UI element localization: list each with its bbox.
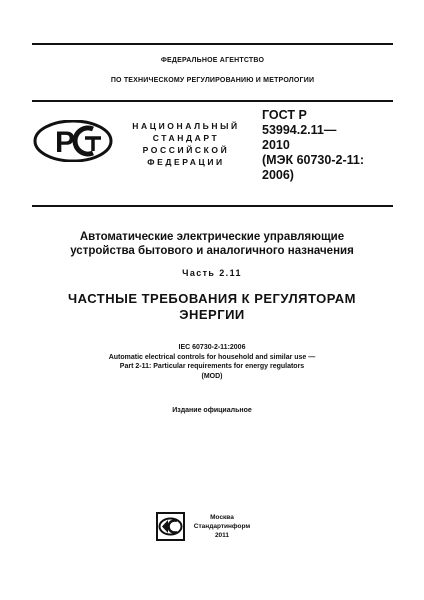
agency-name: ФЕДЕРАЛЬНОЕ АГЕНТСТВО [160, 57, 265, 64]
iec-reference [20, 343, 404, 381]
publisher-info [190, 513, 254, 540]
national-line: НАЦИОНАЛЬНЫЙ [132, 121, 240, 131]
designation-line: 53994.2.11— [262, 123, 337, 137]
middle-rule [32, 205, 393, 207]
standartinform-mark-icon [156, 512, 185, 541]
rst-certification-mark-icon [33, 120, 113, 162]
iec-line: Part 2-11: Particular requirements for energy regulators [119, 363, 305, 371]
agency-subtitle: ПО ТЕХНИЧЕСКОМУ РЕГУЛИРОВАНИЮ И МЕТРОЛОГИИ [110, 77, 315, 84]
designation-line: (МЭК 60730-2-11: [262, 153, 364, 167]
designation-line: 2010 [262, 138, 290, 152]
svg-text:Р: Р [55, 126, 76, 159]
national-line: РОССИЙСКОЙ [142, 145, 230, 155]
national-standard-label [120, 120, 252, 168]
iec-line: IEC 60730-2-11:2006 [178, 344, 246, 351]
iec-line: (MOD) [201, 372, 223, 380]
title-line: Автоматические электрические управляющие [79, 231, 345, 243]
edition-label: Издание официальное [172, 407, 252, 414]
standard-designation [262, 108, 402, 183]
part-number: Часть 2.11 [182, 268, 242, 278]
publisher-year: 2011 [214, 532, 230, 539]
national-line: ФЕДЕРАЦИИ [147, 157, 225, 167]
iec-line: Automatic electrical controls for household and similar use — [108, 353, 316, 361]
header-rule [32, 100, 393, 102]
heading-line: ЧАСТНЫЕ ТРЕБОВАНИЯ К РЕГУЛЯТОРАМ [68, 291, 356, 306]
publisher-city: Москва [210, 514, 234, 521]
title-line: устройства бытового и аналогичного назначения [70, 245, 354, 257]
part-heading [20, 291, 404, 323]
designation-line: 2006) [262, 168, 294, 182]
top-rule [32, 43, 393, 45]
national-line: СТАНДАРТ [152, 133, 220, 143]
heading-line: ЭНЕРГИИ [179, 307, 245, 322]
designation-line: ГОСТ Р [262, 108, 307, 122]
publisher-name: Стандартинформ [193, 523, 251, 530]
document-title [20, 230, 404, 258]
